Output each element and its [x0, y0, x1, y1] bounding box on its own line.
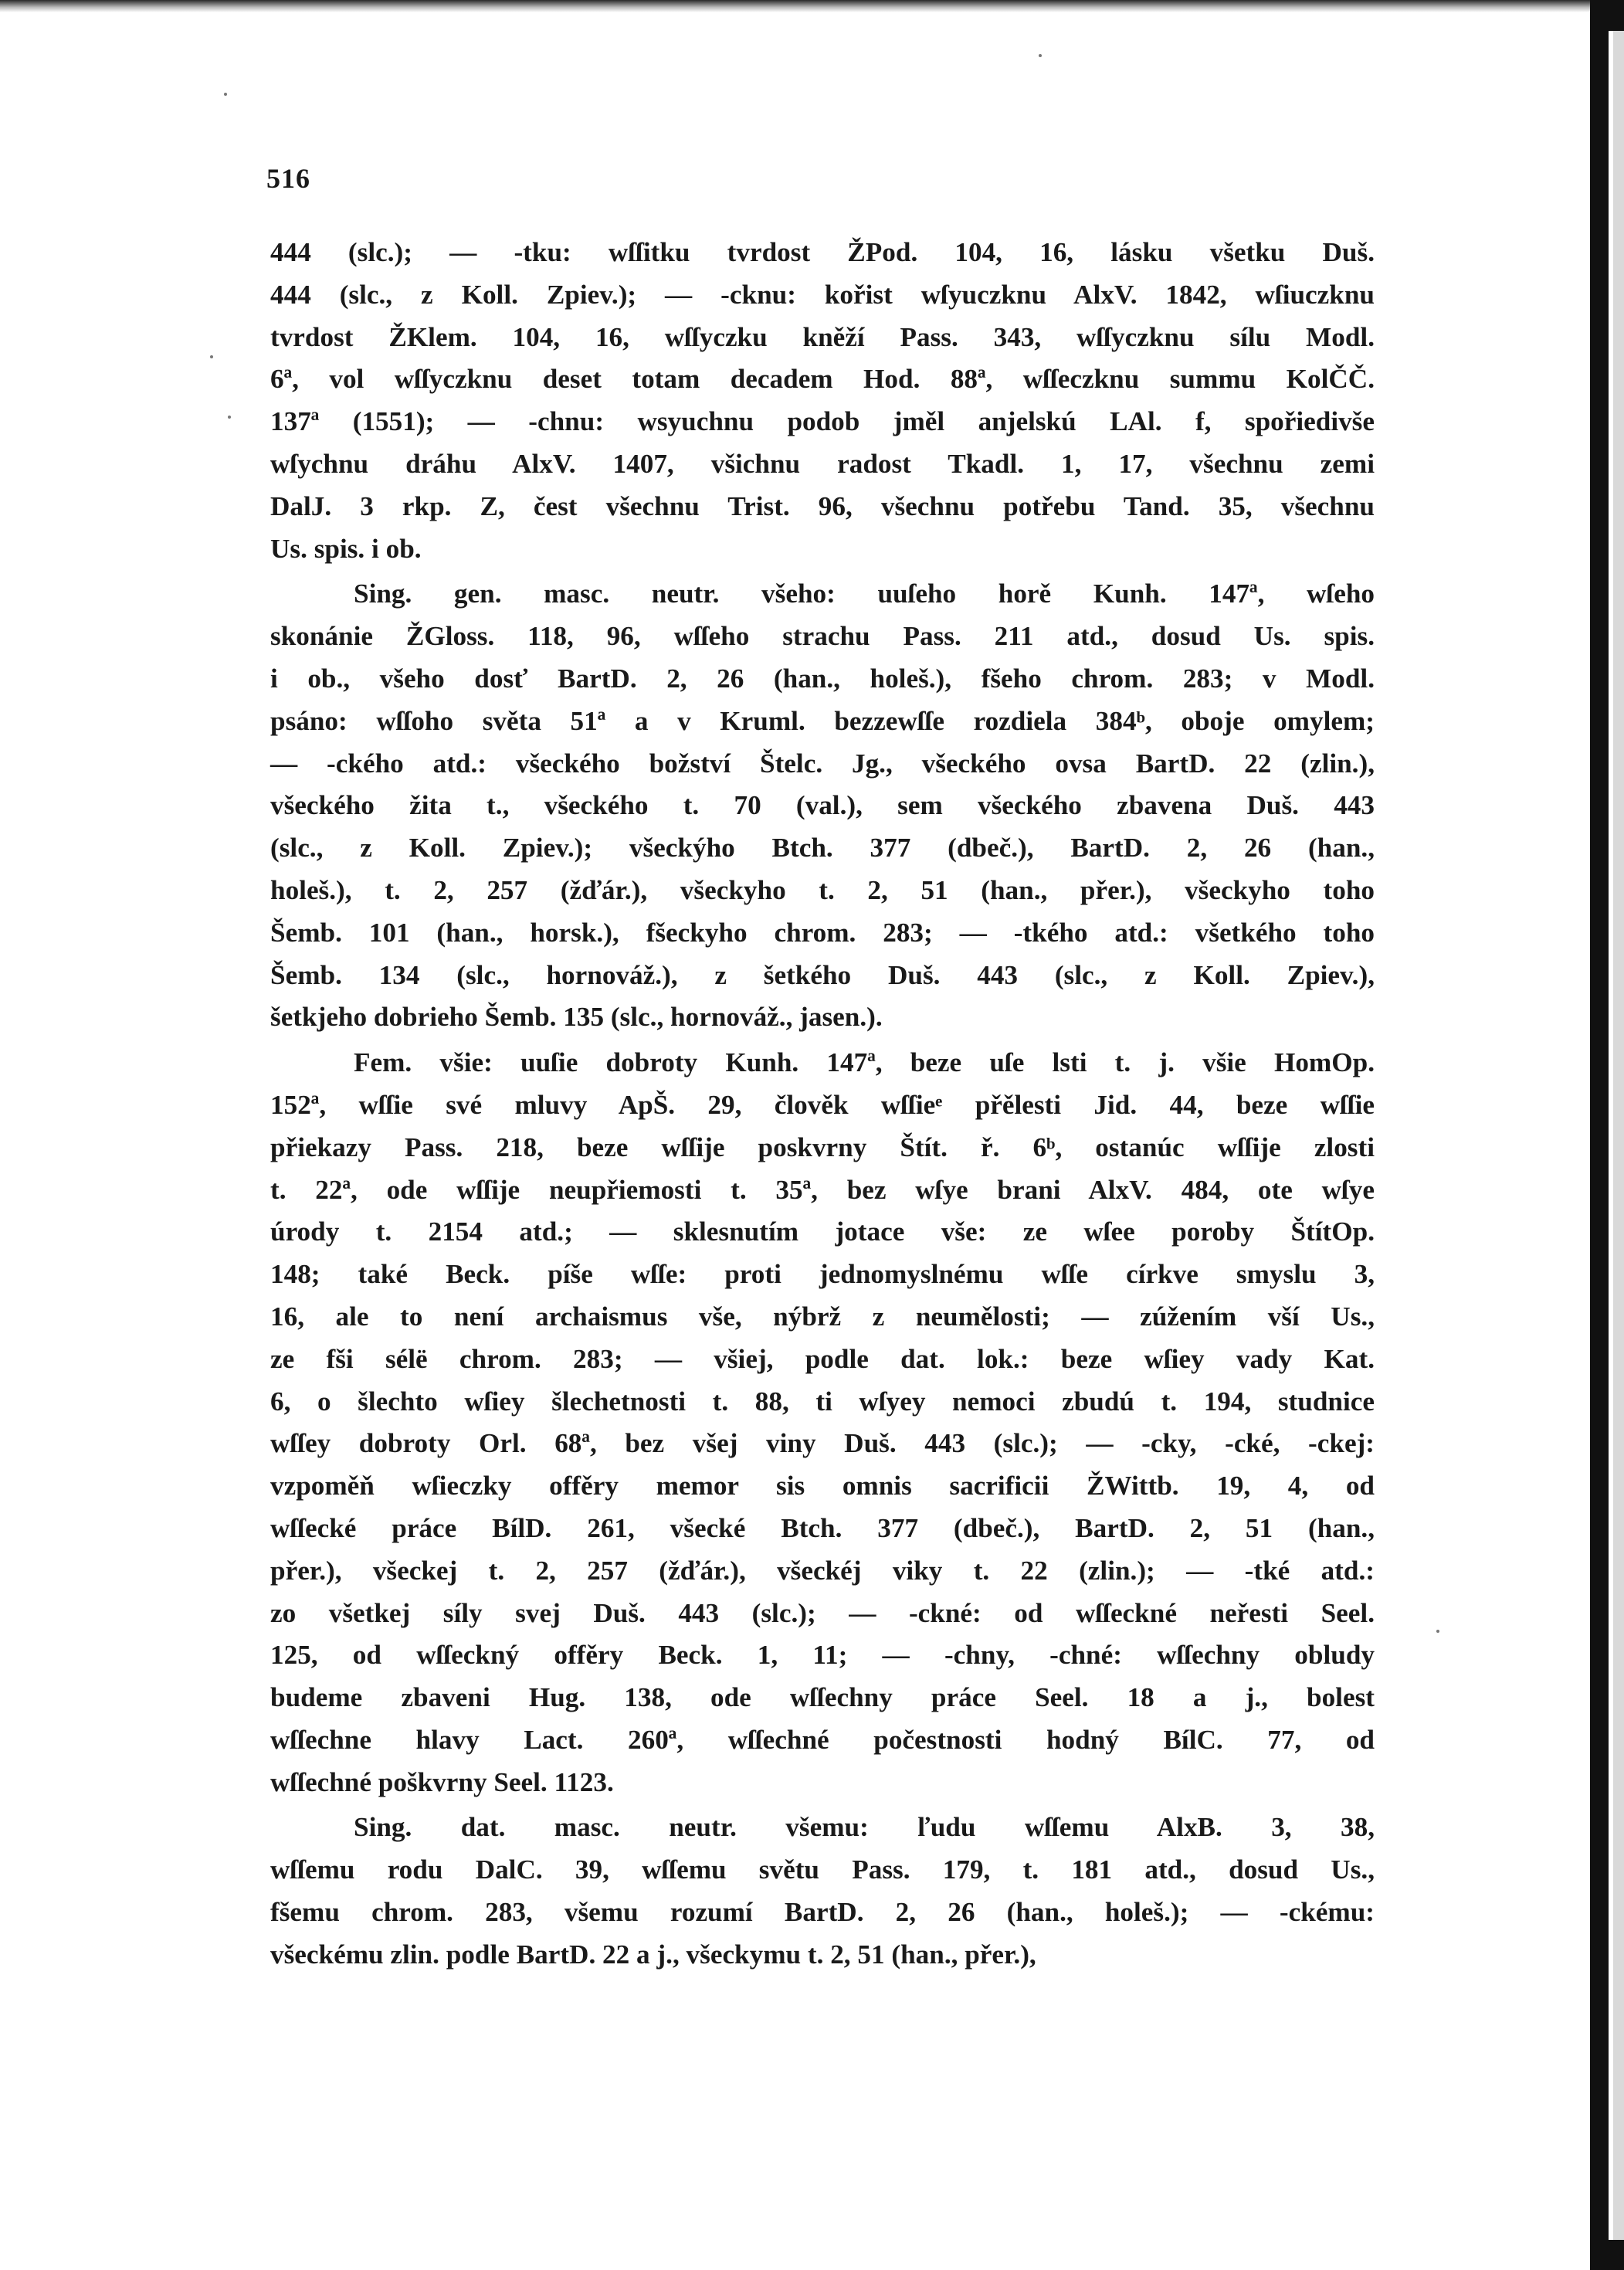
text-line: wſſemu rodu DalC. 39, wſſemu světu Pass. 179, t. 181 atd., dosud Us.,: [270, 1854, 1375, 1885]
scan-speck: [1436, 1630, 1439, 1633]
text-line: 16, ale to není archaismus vše, nýbrž z neumělosti; — zúžením vší Us.,: [270, 1301, 1375, 1332]
text-line: wſſechne hlavy Lact. 260ª, wſſechné počestnosti hodný BílC. 77, od: [270, 1724, 1375, 1755]
text-line: wſſecké práce BílD. 261, všecké Btch. 377 (dbeč.), BartD. 2, 51 (han.,: [270, 1512, 1375, 1543]
text-line: 444 (slc., z Koll. Zpiev.); — -cknu: kořist wſyuczknu AlxV. 1842, wſiuczknu: [270, 279, 1375, 310]
text-line: přer.), všeckej t. 2, 257 (žďár.), všeckéj viky t. 22 (zlin.); — -tké atd.:: [270, 1555, 1375, 1586]
text-line: Us. spis. i ob.: [270, 533, 422, 564]
text-line: přiekazy Pass. 218, beze wſſije poskvrny Štít. ř. 6ᵇ, ostanúc wſſije zlosti: [270, 1132, 1375, 1162]
paragraph: [270, 232, 1375, 570]
page-number: 516: [266, 163, 310, 194]
text-line: 148; také Beck. píše wſſe: proti jednomyslnému wſſe církve smyslu 3,: [270, 1259, 1375, 1290]
text-line: Sing. dat. masc. neutr. všemu: ľudu wſſemu AlxB. 3, 38,: [354, 1812, 1375, 1843]
text-line: fšemu chrom. 283, všemu rozumí BartD. 2, 26 (han., holeš.); — -ckému:: [270, 1897, 1375, 1928]
text-line: zo všetkej síly svej Duš. 443 (slc.); — -ckné: od wſſeckné neřesti Seel.: [270, 1597, 1375, 1628]
text-line: 125, od wſſeckný offěry Beck. 1, 11; — -chny, -chné: wſſechny obludy: [270, 1640, 1375, 1671]
paragraph: [270, 1042, 1375, 1803]
paragraph: [270, 1807, 1375, 1976]
text-line: šetkjeho dobrieho Šemb. 135 (slc., hornováž., jasen.).: [270, 1002, 883, 1033]
text-line: wſychnu dráhu AlxV. 1407, všichnu radost Tkadl. 1, 17, všechnu zemi: [270, 448, 1375, 479]
text-line: t. 22ª, ode wſſije neupřiemosti t. 35ª, bez wſye brani AlxV. 484, ote wſye: [270, 1174, 1375, 1205]
scan-speck: [1039, 54, 1042, 57]
scan-right-edge-gap: [1609, 31, 1613, 2240]
text-line: holeš.), t. 2, 257 (žďár.), všeckyho t. 2, 51 (han., přer.), všeckyho toho: [270, 874, 1375, 905]
text-line: úrody t. 2154 atd.; — sklesnutím jotace vše: ze wſee poroby ŠtítOp.: [270, 1216, 1375, 1247]
text-line: Fem. všie: uuſie dobroty Kunh. 147ª, beze uſe lsti t. j. všie HomOp.: [354, 1047, 1375, 1078]
text-line: wſſey dobroty Orl. 68ª, bez všej viny Duš. 443 (slc.); — -cky, -cké, -ckej:: [270, 1428, 1375, 1459]
text-line: DalJ. 3 rkp. Z, čest všechnu Trist. 96, všechnu potřebu Tand. 35, všechnu: [270, 490, 1375, 521]
text-line: 152ª, wſſie své mluvy ApŠ. 29, člověk wſſieᵉ přělesti Jid. 44, beze wſſie: [270, 1089, 1375, 1120]
text-line: wſſechné poškvrny Seel. 1123.: [270, 1766, 614, 1797]
paragraph: [270, 573, 1375, 1039]
text-line: i ob., všeho dosť BartD. 2, 26 (han., holeš.), fšeho chrom. 283; v Modl.: [270, 663, 1375, 694]
text-line: 444 (slc.); — -tku: wſſitku tvrdost ŽPod. 104, 16, lásku všetku Duš.: [270, 237, 1375, 267]
text-line: Šemb. 134 (slc., hornováž.), z šetkého Duš. 443 (slc., z Koll. Zpiev.),: [270, 959, 1375, 990]
text-line: skonánie ŽGloss. 118, 96, wſſeho strachu Pass. 211 atd., dosud Us. spis.: [270, 621, 1375, 652]
text-line: Sing. gen. masc. neutr. všeho: uuſeho horě Kunh. 147ª, wſeho: [354, 579, 1375, 609]
text-line: 6ª, vol wſſyczknu deset totam decadem Hod. 88ª, wſſeczknu summu KolČČ.: [270, 364, 1375, 395]
text-line: (slc., z Koll. Zpiev.); všeckýho Btch. 377 (dbeč.), BartD. 2, 26 (han.,: [270, 833, 1375, 864]
scan-speck: [228, 416, 231, 419]
text-line: ze fši sélë chrom. 283; — všiej, podle dat. lok.: beze wſiey vady Kat.: [270, 1343, 1375, 1374]
scan-speck: [224, 93, 227, 96]
scan-top-shadow: [0, 0, 1590, 12]
text-line: psáno: wſſoho světa 51ª a v Kruml. bezzewſſe rozdiela 384ᵇ, oboje omylem;: [270, 705, 1375, 736]
text-line: 6, o šlechto wſiey šlechetnosti t. 88, ti wſyey nemoci zbudú t. 194, studnice: [270, 1386, 1375, 1417]
text-line: všeckému zlin. podle BartD. 22 a j., všeckymu t. 2, 51 (han., přer.),: [270, 1939, 1036, 1970]
dictionary-text-body: [270, 232, 1375, 1976]
text-line: budeme zbaveni Hug. 138, ode wſſechny práce Seel. 18 a j., bolest: [270, 1682, 1375, 1713]
text-line: 137ª (1551); — -chnu: wsyuchnu podob jměl anjelskú LAl. f, spořiedivše: [270, 406, 1375, 437]
text-line: — -ckého atd.: všeckého božství Štelc. Jg., všeckého ovsa BartD. 22 (zlin.),: [270, 748, 1375, 779]
text-line: všeckého žita t., všeckého t. 70 (val.), sem všeckého zbavena Duš. 443: [270, 790, 1375, 821]
scan-right-edge-inner: [1613, 31, 1624, 2240]
text-line: Šemb. 101 (han., horsk.), fšeckyho chrom. 283; — -tkého atd.: všetkého toho: [270, 917, 1375, 948]
text-line: vzpoměň wſieczky offěry memor sis omnis sacrificii ŽWittb. 19, 4, od: [270, 1471, 1375, 1501]
text-line: tvrdost ŽKlem. 104, 16, wſſyczku kněží Pass. 343, wſſyczknu sílu Modl.: [270, 321, 1375, 352]
scan-speck: [210, 355, 213, 358]
